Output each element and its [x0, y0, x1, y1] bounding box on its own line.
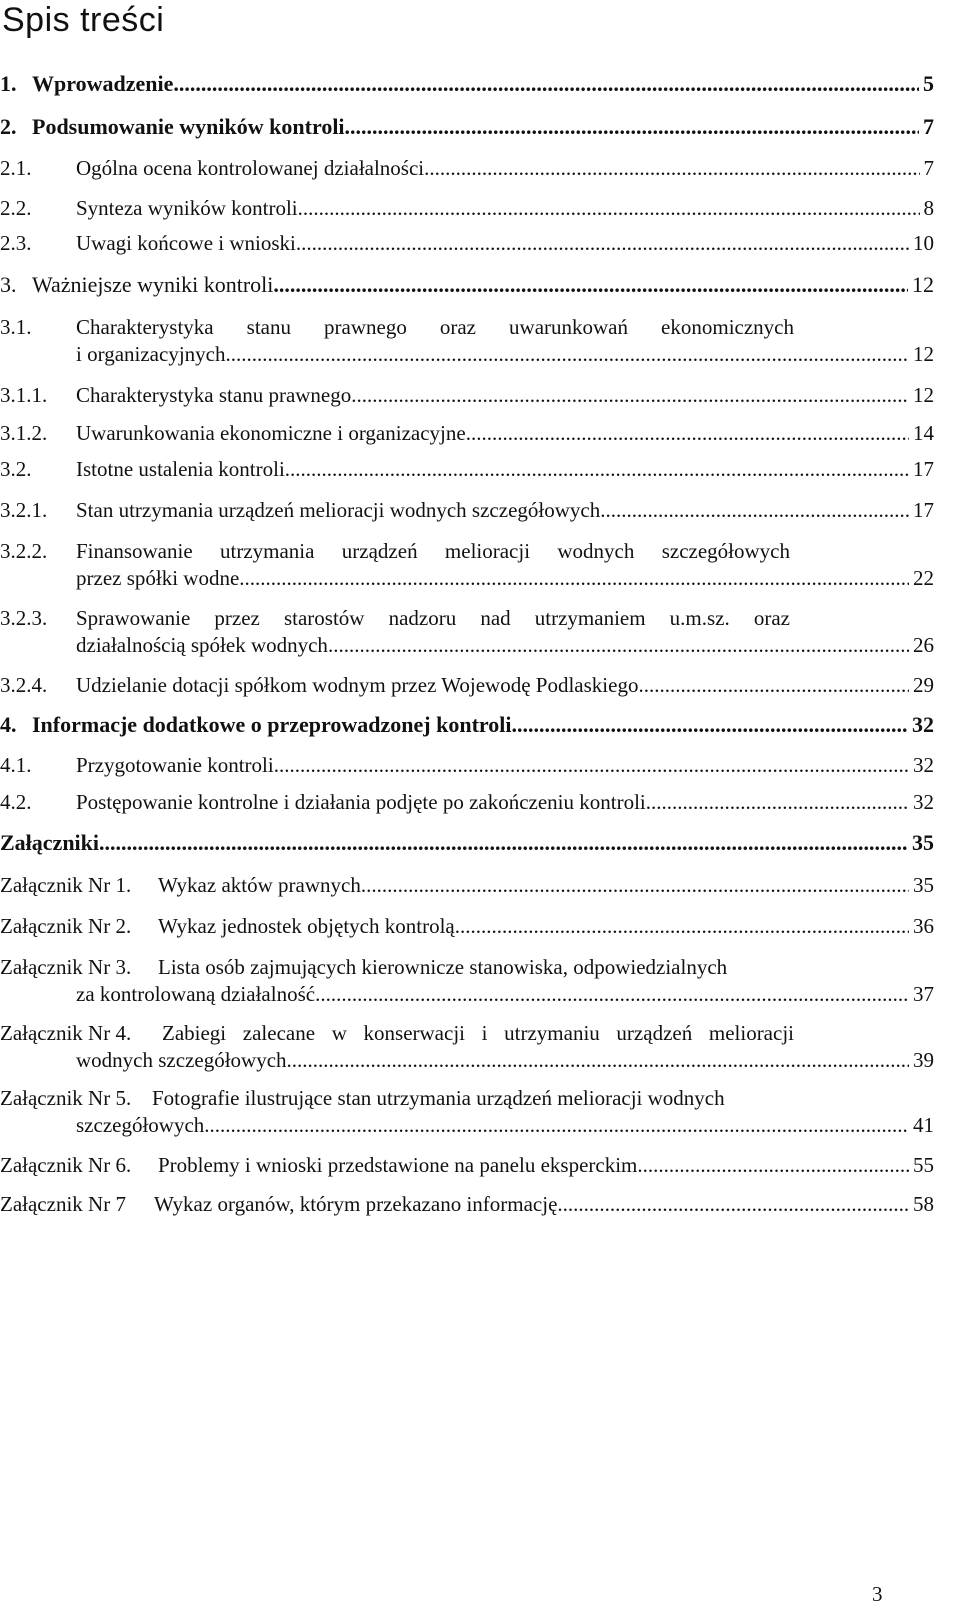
toc-entry-number: Załącznik Nr 1. — [0, 873, 132, 897]
toc-entry-title: Uwagi końcowe i wnioski — [76, 231, 296, 255]
page-number: 3 — [872, 1582, 883, 1606]
toc-entry-4[interactable] — [0, 711, 934, 738]
toc-entry-number: Załącznik Nr 6. — [0, 1153, 132, 1177]
toc-entry-page: 12 — [912, 272, 934, 297]
toc-entry-title-line2: szczegółowych. — [76, 1113, 210, 1137]
toc-entry-3-2-1[interactable] — [0, 497, 934, 524]
toc-entry-number: 3.1. — [0, 315, 32, 339]
toc-entry-2[interactable] — [0, 113, 934, 140]
toc-entry-number: 2.2. — [0, 196, 32, 220]
toc-leader-dots — [351, 382, 909, 409]
toc-entry-number: 2.1. — [0, 156, 32, 180]
toc-entry-title-line2: i organizacyjnych — [76, 342, 226, 366]
toc-leader-dots — [646, 789, 909, 816]
toc-entry-title: Stan utrzymania urządzeń melioracji wodnych szczegółowych — [76, 498, 601, 522]
toc-entry-page: 35 — [913, 873, 934, 897]
toc-entry-page: 17 — [913, 457, 934, 481]
toc-entry-number: 3.2.3. — [0, 606, 48, 630]
toc-entry-2-3[interactable] — [0, 230, 934, 257]
toc-leader-dots — [315, 981, 909, 1008]
toc-leader-dots — [274, 752, 909, 779]
toc-entry-number: 4. — [0, 712, 17, 737]
toc-entry-attachment-1[interactable] — [0, 872, 934, 899]
toc-leader-dots — [557, 1191, 909, 1218]
toc-entry-page: 22 — [913, 566, 934, 590]
toc-leader-dots — [345, 113, 919, 140]
toc-entry-page: 39 — [913, 1048, 934, 1072]
toc-entry-page: 58 — [913, 1192, 934, 1216]
toc-leader-dots — [328, 632, 909, 659]
toc-entry-page: 32 — [913, 753, 934, 777]
toc-leader-dots — [239, 565, 909, 592]
toc-entry-number: Załącznik Nr 3. — [0, 955, 132, 979]
toc-entry-number: Załącznik Nr 2. — [0, 914, 132, 938]
toc-leader-dots — [600, 497, 909, 524]
toc-entry-title: Informacje dodatkowe o przeprowadzonej kontroli — [32, 712, 512, 737]
toc-entry-title-line1: Zabiegi zalecane w konserwacji i utrzymaniu urządzeń melioracji — [162, 1021, 794, 1045]
toc-entry-title-line1: Fotografie ilustrujące stan utrzymania urządzeń melioracji wodnych — [152, 1086, 725, 1110]
toc-entry-title: Ważniejsze wyniki kontroli — [32, 272, 274, 297]
toc-leader-dots — [361, 872, 909, 899]
toc-entry-title-line2: za kontrolowaną działalność — [76, 982, 316, 1006]
toc-entry-title: Wykaz aktów prawnych — [158, 873, 361, 897]
toc-entry-2-1[interactable] — [0, 155, 934, 182]
toc-entry-attachment-3[interactable] — [0, 954, 934, 1008]
toc-leader-dots — [292, 1047, 909, 1074]
toc-entry-title: Ogólna ocena kontrolowanej działalności — [76, 156, 425, 180]
toc-entry-number: 3.1.1. — [0, 383, 48, 407]
toc-entry-page: 41 — [913, 1113, 934, 1137]
toc-entry-number: 4.2. — [0, 790, 32, 814]
toc-entry-4-2[interactable] — [0, 789, 934, 816]
toc-leader-dots — [273, 271, 908, 298]
toc-leader-dots — [455, 913, 909, 940]
toc-entry-page: 8 — [923, 196, 934, 220]
toc-entry-number: 4.1. — [0, 753, 32, 777]
toc-entry-number: 2.3. — [0, 231, 32, 255]
toc-entry-page: 12 — [913, 383, 934, 407]
toc-entry-title-line1: Charakterystyka stanu prawnego oraz uwarunkowań ekonomicznych — [76, 315, 794, 339]
toc-entry-title-line2: działalnością spółek wodnych — [76, 633, 328, 657]
toc-entry-title-line1: Sprawowanie przez starostów nadzoru nad utrzymaniem u.m.sz. oraz — [76, 606, 790, 630]
toc-entry-page: 55 — [913, 1153, 934, 1177]
toc-entry-3[interactable] — [0, 271, 934, 298]
toc-leader-dots — [466, 420, 909, 447]
toc-entry-page: 36 — [913, 914, 934, 938]
toc-entry-number: 2. — [0, 114, 17, 139]
toc-entry-3-1-2[interactable] — [0, 420, 934, 447]
toc-entry-2-2[interactable] — [0, 195, 934, 222]
toc-entry-title: Charakterystyka stanu prawnego — [76, 383, 352, 407]
toc-entry-3-1[interactable] — [0, 314, 934, 368]
toc-leader-dots — [298, 195, 920, 222]
toc-entry-title: Przygotowanie kontroli — [76, 753, 274, 777]
toc-entry-number: 3.2. — [0, 457, 32, 481]
toc-entry-title-line2: wodnych szczegółowych. — [76, 1048, 292, 1072]
toc-entry-3-2[interactable] — [0, 456, 934, 483]
toc-entry-page: 12 — [913, 342, 934, 366]
toc-leader-dots — [285, 456, 909, 483]
toc-entry-title: Udzielanie dotacji spółkom wodnym przez Wojewodę Podlaskiego — [76, 673, 639, 697]
toc-entry-number: Załącznik Nr 7 — [0, 1192, 126, 1216]
toc-entry-3-2-3[interactable] — [0, 605, 934, 659]
toc-entry-page: 17 — [913, 498, 934, 522]
toc-entry-number: 3.1.2. — [0, 421, 48, 445]
toc-entry-number: Załącznik Nr 4. — [0, 1021, 132, 1045]
toc-entry-number: 3.2.4. — [0, 673, 48, 697]
toc-entry-3-2-2[interactable] — [0, 538, 934, 592]
toc-entry-page: 35 — [912, 830, 934, 855]
toc-entry-number: Załącznik Nr 5. — [0, 1086, 132, 1110]
toc-leader-dots — [210, 1112, 909, 1139]
toc-leader-dots — [173, 70, 919, 97]
toc-leader-dots — [424, 155, 919, 182]
toc-entry-title: Podsumowanie wyników kontroli — [32, 114, 345, 139]
toc-entry-page: 37 — [913, 982, 934, 1006]
toc-entry-page: 32 — [912, 712, 934, 737]
toc-entry-4-1[interactable] — [0, 752, 934, 779]
toc-entry-title: Wykaz organów, którym przekazano informację — [154, 1192, 558, 1216]
page-title: Spis treści — [2, 1, 165, 39]
toc-entry-title: Problemy i wnioski przedstawione na panelu eksperckim — [158, 1153, 638, 1177]
toc-entry-number: 1. — [0, 71, 17, 96]
toc-entry-number: 3.2.2. — [0, 539, 48, 563]
toc-leader-dots — [296, 230, 909, 257]
toc-entry-page: 29 — [913, 673, 934, 697]
toc-entry-title: Wykaz jednostek objętych kontrolą — [158, 914, 455, 938]
toc-leader-dots — [638, 672, 909, 699]
toc-entry-title-line2: przez spółki wodne — [76, 566, 240, 590]
toc-entry-page: 5 — [923, 71, 934, 96]
toc-entry-title-line1: Finansowanie utrzymania urządzeń melioracji wodnych szczegółowych — [76, 539, 790, 563]
toc-entry-3-1-1[interactable] — [0, 382, 934, 409]
toc-entry-page: 7 — [923, 156, 934, 180]
toc-entry-attachment-6[interactable] — [0, 1152, 934, 1179]
toc-entry-page: 32 — [913, 790, 934, 814]
toc-entry-page: 26 — [913, 633, 934, 657]
toc-entry-title: Istotne ustalenia kontroli — [76, 457, 285, 481]
toc-entry-title: Załączniki — [0, 830, 100, 855]
toc-leader-dots — [637, 1152, 909, 1179]
toc-entry-number: 3.2.1. — [0, 498, 48, 522]
toc-entry-page: 14 — [913, 421, 934, 445]
toc-entry-1[interactable] — [0, 70, 934, 97]
toc-leader-dots — [225, 341, 909, 368]
toc-entry-title: Synteza wyników kontroli — [76, 196, 298, 220]
toc-entry-3-2-4[interactable] — [0, 672, 934, 699]
toc-entry-title: Uwarunkowania ekonomiczne i organizacyjne — [76, 421, 466, 445]
toc-leader-dots — [512, 711, 909, 738]
toc-leader-dots — [99, 829, 908, 856]
toc-entry-attachments[interactable] — [0, 829, 934, 856]
toc-entry-page: 10 — [913, 231, 934, 255]
toc-entry-attachment-4[interactable] — [0, 1020, 934, 1074]
toc-entry-title-line1: Lista osób zajmujących kierownicze stanowiska, odpowiedzialnych — [158, 955, 728, 979]
toc-entry-title: Postępowanie kontrolne i działania podjęte po zakończeniu kontroli — [76, 790, 646, 814]
toc-entry-attachment-7[interactable] — [0, 1191, 934, 1218]
toc-entry-number: 3. — [0, 272, 17, 297]
toc-entry-attachment-5[interactable] — [0, 1085, 934, 1139]
toc-entry-attachment-2[interactable] — [0, 913, 934, 940]
toc-entry-title: Wprowadzenie — [32, 71, 174, 96]
toc-entry-page: 7 — [923, 114, 934, 139]
